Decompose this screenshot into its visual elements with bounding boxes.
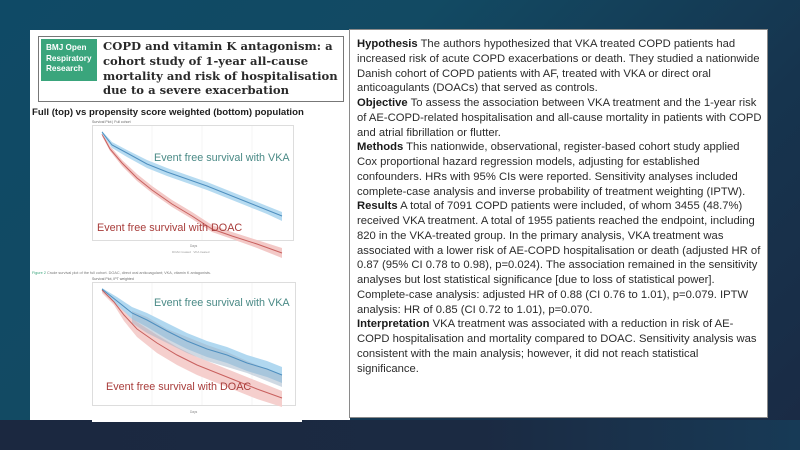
section-body: A total of 7091 COPD patients were included, of whom 3455 (48.7%) received VKA treatment. A total of 1955 patients reached the endpoint, including 820 in the VKA-treated group. In the primary analysis, VKA treatment was associated with a lower risk of AE-COPD hospitalisation or death (adjusted HR of 0.87 (95% CI 0.78 to 0.98), p=0.024). The association remained in the sensitivity analyses but lost statistical significance [due to loss of statistical power]. Complete-case analysis: adjusted HR of 0.88 (CI 0.76 to 1.01), p=0.079. IPTW analysis: HR of 0.85 (CI 0.72 to 1.01), p=0.070.: [357, 200, 761, 316]
section-heading: Objective: [357, 97, 408, 109]
paper-title-box: [38, 36, 344, 102]
abstract-section-objective: [357, 96, 762, 140]
x-axis-label: Days: [190, 410, 198, 414]
section-heading: Interpretation: [357, 318, 430, 331]
abstract-card: [349, 29, 768, 418]
figure-number: Figure 2: [32, 271, 46, 275]
vka-curve-label: Event free survival with VKA: [154, 152, 290, 164]
section-heading: Methods: [357, 141, 404, 154]
paper-figure-card: [30, 30, 350, 420]
section-heading: Hypothesis: [357, 38, 418, 50]
plot-small-title: Survival Plot | Full cohort: [92, 120, 131, 124]
journal-badge-line: Respiratory: [46, 53, 92, 63]
figure-caption-text: Crude survival plot of the full cohort. DOAC, direct oral anticoagulant; VKA, vitamin K antagonists.: [47, 271, 211, 275]
survival-plot-full-cohort: [92, 120, 302, 270]
section-heading: Results: [357, 200, 398, 213]
section-body: To assess the association between VKA treatment and the 1-year risk of AE-COPD-related hospitalisation and all-cause mortality in patients with COPD and atrial fibrillation or flutter.: [357, 97, 762, 139]
doac-curve-label: Event free survival with DOAC: [97, 222, 243, 234]
legend-item-vka: VKA treated: [193, 250, 210, 254]
slide-background-bottom: [0, 420, 800, 450]
doac-curve-label: Event free survival with DOAC: [106, 381, 252, 393]
legend-item-doac: DOAC treated: [172, 250, 191, 254]
section-body: This nationwide, observational, register-based cohort study applied Cox proportional hazard regression models, adjusting for established confounders. HRs with 95% CIs were reported. Sensitivity analyses included complete-case analysis and inverse probability of treatment weighting (IPTW).: [357, 141, 746, 198]
vka-curve-label: Event free survival with VKA: [154, 297, 290, 309]
abstract-section-interpretation: [357, 317, 762, 376]
plot-legend: [172, 250, 209, 254]
section-body: VKA treatment was associated with a reduction in risk of AE-COPD hospitalisation and mortality compared to DOAC. Sensitivity analysis was consistent with the main analysis; however, it did not reach statistical significance.: [357, 318, 757, 375]
abstract-section-methods: [357, 140, 762, 199]
plot-small-title: Survival Plot, IPT weighted: [92, 277, 134, 281]
section-body: The authors hypothesized that VKA treated COPD patients had increased risk of acute COPD exacerbations or death. They studied a nationwide Danish cohort of COPD patients with AF, treated with VKA or direct oral anticoagulants (DOACs) that served as controls.: [357, 38, 760, 95]
survival-plot-iptw: [92, 277, 302, 422]
abstract-text: [357, 37, 762, 376]
figure-subtitle: Full (top) vs propensity score weighted (bottom) population: [32, 107, 304, 118]
journal-badge-line: Research: [46, 64, 83, 73]
abstract-section-results: [357, 199, 762, 317]
paper-title: COPD and vitamin K antagonism: a cohort study of 1-year all-cause mortality and risk of hospitalisation due to a severe exacerbation: [103, 39, 338, 98]
journal-badge-line: BMJ Open: [46, 43, 87, 52]
abstract-section-hypothesis: [357, 37, 762, 96]
journal-badge: [41, 39, 97, 81]
figure-caption: [32, 271, 348, 275]
x-axis-label: Days: [190, 244, 198, 248]
